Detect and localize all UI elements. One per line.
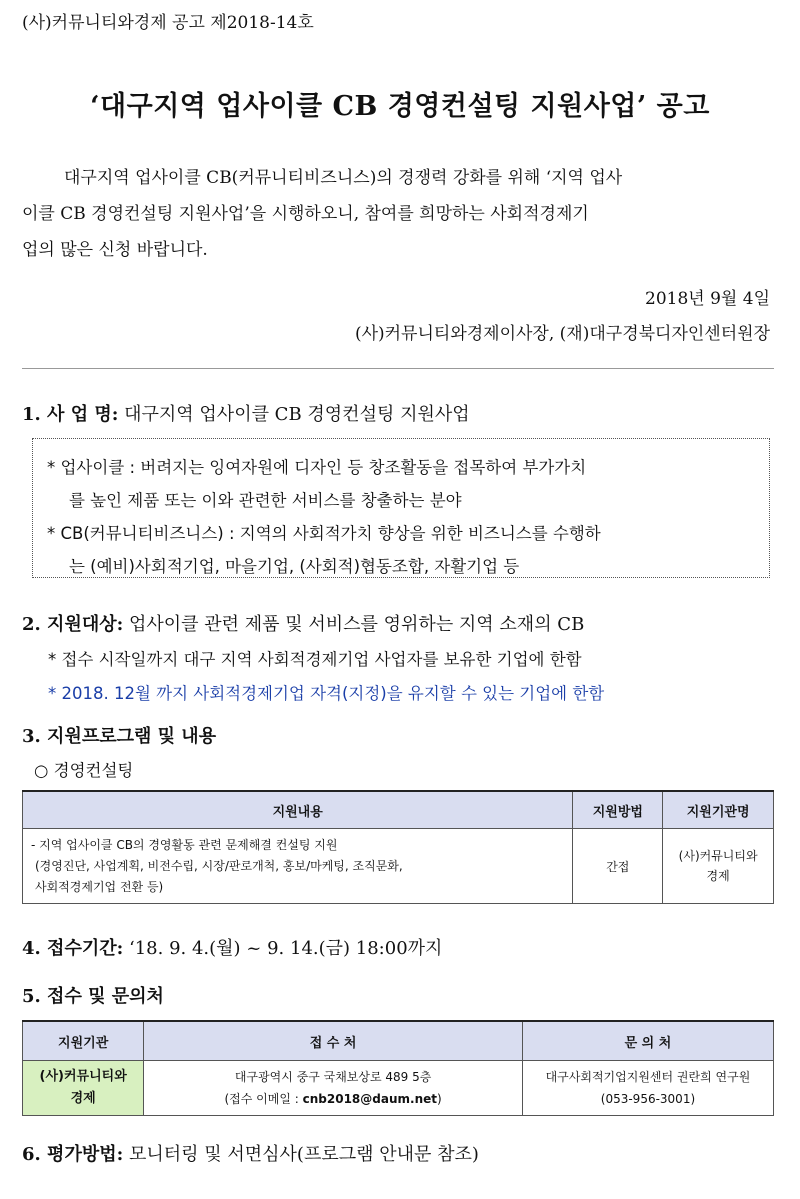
table-header: 지원기관명 (663, 791, 774, 829)
program-org (663, 829, 774, 904)
section-1-heading: 1. 사 업 명: (22, 404, 119, 425)
table-header: 접 수 처 (144, 1021, 523, 1061)
notice-number: (사)커뮤니티와경제 공고 제2018-14호 (22, 13, 314, 33)
contact-org-line: (사)커뮤니티와 (39, 1069, 127, 1084)
section-2 (22, 610, 584, 636)
contact-table (22, 1020, 774, 1116)
intro-line: 이클 CB 경영컨설팅 지원사업’을 시행하오니, 참여를 희망하는 사회적경제기 (22, 204, 589, 224)
intro-line: 대구지역 업사이클 CB(커뮤니티비즈니스)의 경쟁력 강화를 위해 ‘지역 업사 (64, 168, 623, 188)
section-1-text: 대구지역 업사이클 CB 경영컨설팅 지원사업 (124, 404, 470, 425)
section-2-note: * 접수 시작일까지 대구 지역 사회적경제기업 사업자를 보유한 기업에 한함 (48, 650, 582, 669)
program-org-line: 경제 (706, 869, 730, 883)
section-2-heading: 2. 지원대상: (22, 614, 124, 635)
program-content-line: (경영진단, 사업계획, 비전수립, 시장/판로개척, 홍보/마케팅, 조직문화, (35, 858, 403, 873)
section-4 (22, 934, 442, 960)
table-header: 문 의 처 (522, 1021, 773, 1061)
section-4-text: ‘18. 9. 4.(월) ~ 9. 14.(금) 18:00까지 (129, 938, 443, 959)
notice-date: 2018년 9월 4일 (645, 289, 770, 309)
intro-paragraph (22, 160, 774, 268)
program-table (22, 790, 774, 904)
table-header: 지원내용 (23, 791, 573, 829)
email-link[interactable]: cnb2018@daum.net (302, 1092, 437, 1106)
note: 는 (예비)사회적기업, 마을기업, (사회적)협동조합, 자활기업 등 (69, 557, 520, 576)
contact-org (23, 1061, 144, 1116)
section-3 (22, 722, 216, 748)
table-header: 지원기관 (23, 1021, 144, 1061)
section-1 (22, 400, 470, 426)
table-header: 지원방법 (573, 791, 663, 829)
note: * 업사이클 : 버려지는 잉여자원에 디자인 등 창조활동을 접목하여 부가가치 (47, 458, 587, 477)
note: * CB(커뮤니티비즈니스) : 지역의 사회적가치 향상을 위한 비즈니스를 수행하 (47, 524, 601, 543)
program-org-line: (사)커뮤니티와 (678, 849, 758, 863)
program-content-line: - 지역 업사이클 CB의 경영활동 관련 문제해결 컨설팅 지원 (31, 837, 338, 852)
section-4-heading: 4. 접수기간: (22, 938, 124, 959)
issuer: (사)커뮤니티와경제이사장, (재)대구경북디자인센터원장 (354, 324, 770, 344)
program-method: 간접 (573, 829, 663, 904)
program-content-line: 사회적경제기업 전환 등) (35, 879, 164, 894)
page-title: ‘대구지역 업사이클 CB 경영컨설팅 지원사업’ 공고 (90, 91, 710, 122)
inquiry-phone: (053-956-3001) (600, 1092, 696, 1106)
table-row (23, 829, 774, 904)
intro-line: 업의 많은 신청 바랍니다. (22, 240, 208, 260)
definition-box (32, 438, 770, 578)
divider (22, 368, 774, 369)
contact-address (144, 1061, 523, 1116)
section-2-note-highlight: * 2018. 12월 까지 사회적경제기업 자격(지정)을 유지할 수 있는 기업에 한함 (48, 684, 605, 703)
section-6-text: 모니터링 및 서면심사(프로그램 안내문 참조) (129, 1144, 479, 1165)
table-header-row (23, 1021, 774, 1061)
section-5-heading: 5. 접수 및 문의처 (22, 986, 164, 1007)
section-5 (22, 982, 164, 1008)
email-line (145, 1088, 521, 1110)
email-prefix: (접수 이메일 : (224, 1092, 303, 1106)
contact-inquiry (522, 1061, 773, 1116)
email-suffix: ) (436, 1092, 442, 1106)
table-header-row (23, 791, 774, 829)
section-6 (22, 1140, 479, 1166)
note: 를 높인 제품 또는 이와 관련한 서비스를 창출하는 분야 (69, 491, 462, 510)
program-content (23, 829, 573, 904)
inquiry-line: 대구사회적기업지원센터 권란희 연구원 (545, 1070, 751, 1084)
section-3-sub: ○ 경영컨설팅 (34, 761, 134, 780)
section-3-heading: 3. 지원프로그램 및 내용 (22, 726, 217, 747)
section-6-heading: 6. 평가방법: (22, 1144, 124, 1165)
table-row (23, 1061, 774, 1116)
section-2-text: 업사이클 관련 제품 및 서비스를 영위하는 지역 소재의 CB (129, 614, 585, 635)
address-line: 대구광역시 중구 국채보상로 489 5층 (234, 1070, 432, 1084)
contact-org-line: 경제 (70, 1091, 96, 1106)
